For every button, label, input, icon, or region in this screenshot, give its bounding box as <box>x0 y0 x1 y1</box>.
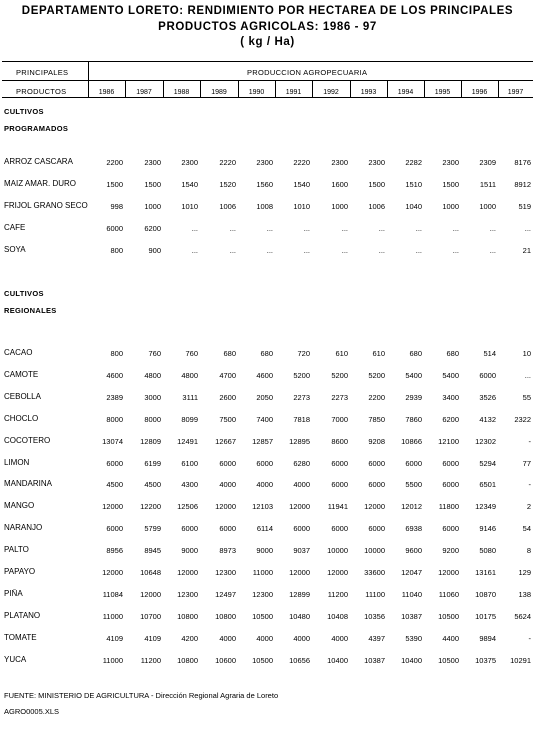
year-header-1992: 1992 <box>323 89 339 96</box>
row-label: FRIJOL GRANO SECO <box>4 201 88 210</box>
table-cell: 1006 <box>368 202 385 211</box>
table-cell: 3111 <box>182 393 198 402</box>
table-cell: 1500 <box>106 180 123 189</box>
table-cell: 1600 <box>331 180 348 189</box>
year-header-1986: 1986 <box>98 89 115 96</box>
table-cell: 514 <box>483 349 496 358</box>
table-cell: 6200 <box>442 415 459 424</box>
table-cell: 8956 <box>106 546 123 555</box>
table-cell: 6000 <box>181 524 198 533</box>
table-cell: 6501 <box>479 480 496 489</box>
table-cell: 4000 <box>256 480 273 489</box>
table-cell: 11941 <box>327 502 348 511</box>
table-cell: 10600 <box>215 656 236 665</box>
table-cell: 11000 <box>102 612 123 621</box>
table-cell: 1000 <box>479 202 496 211</box>
table-cell: 8 <box>526 546 531 555</box>
table-cell: 5200 <box>368 371 385 380</box>
table-cell: ... <box>229 224 236 233</box>
table-cell: 4500 <box>106 480 123 489</box>
row-label: LIMON <box>4 458 30 467</box>
table-cell: 5624 <box>514 612 531 621</box>
row-label: YUCA <box>4 655 27 664</box>
table-cell: 680 <box>260 349 273 358</box>
table-cell: 21 <box>522 246 531 255</box>
table-cell: 12667 <box>215 437 236 446</box>
table-cell: ... <box>415 246 422 255</box>
header-produccion-agropecuaria: PRODUCCION AGROPECUARIA <box>247 68 368 77</box>
table-cell: 6114 <box>256 524 273 533</box>
row-label: SOYA <box>4 245 26 254</box>
table-cell: 6100 <box>181 459 198 468</box>
table-cell: 4500 <box>144 480 161 489</box>
table-cell: 77 <box>522 459 531 468</box>
table-cell: 12899 <box>289 590 310 599</box>
table-cell: 11200 <box>327 590 348 599</box>
table-cell: 12000 <box>289 502 310 511</box>
table-cell: 8099 <box>181 415 198 424</box>
table-cell: 12000 <box>140 590 161 599</box>
table-cell: 10866 <box>401 437 422 446</box>
table-cell: 13161 <box>475 568 496 577</box>
table-cell: 6000 <box>293 524 310 533</box>
table-cell: ... <box>229 246 236 255</box>
table-cell: 8945 <box>144 546 161 555</box>
table-cell: 2300 <box>368 158 385 167</box>
table-cell: 4000 <box>293 480 310 489</box>
table-cell: 12497 <box>215 590 236 599</box>
table-cell: 8000 <box>144 415 161 424</box>
table-cell: 10000 <box>364 546 385 555</box>
table-cell: 6200 <box>144 224 161 233</box>
footer-source: FUENTE: MINISTERIO DE AGRICULTURA - Dirección Regional Agraria de Loreto <box>4 691 279 700</box>
table-cell: 10375 <box>475 656 496 665</box>
table-cell: 10500 <box>252 656 273 665</box>
table-cell: 680 <box>446 349 459 358</box>
table-cell: 1511 <box>479 180 496 189</box>
table-cell: 2300 <box>442 158 459 167</box>
row-label: PALTO <box>4 545 29 554</box>
table-cell: 12300 <box>215 568 236 577</box>
table-cell: 8912 <box>514 180 531 189</box>
table-cell: 1000 <box>442 202 459 211</box>
table-cell: 680 <box>223 349 236 358</box>
table-cell: 9200 <box>442 546 459 555</box>
table-cell: 9208 <box>368 437 385 446</box>
table-cell: 7860 <box>405 415 422 424</box>
table-cell: 55 <box>522 393 531 402</box>
table-cell: 6000 <box>368 459 385 468</box>
table-cell: 6000 <box>106 459 123 468</box>
table-cell: 129 <box>518 568 531 577</box>
table-cell: 9000 <box>256 546 273 555</box>
title-line-3: ( kg / Ha) <box>240 36 295 48</box>
table-cell: 6000 <box>256 459 273 468</box>
table-cell: 6199 <box>144 459 161 468</box>
table-cell: 6000 <box>219 524 236 533</box>
table-cell: 12000 <box>177 568 198 577</box>
table-cell: 12047 <box>401 568 422 577</box>
table-cell: 9146 <box>479 524 496 533</box>
header-productos: PRODUCTOS <box>16 87 67 96</box>
table-cell: 10870 <box>475 590 496 599</box>
row-label: COCOTERO <box>4 436 51 445</box>
row-label: MAIZ AMAR. DURO <box>4 179 77 188</box>
table-cell: 10500 <box>252 612 273 621</box>
table-cell: 12103 <box>252 502 273 511</box>
table-cell: ... <box>191 246 198 255</box>
table-cell: 6000 <box>368 524 385 533</box>
table-cell: 10800 <box>215 612 236 621</box>
table-cell: ... <box>303 224 310 233</box>
row-label: PLATANO <box>4 611 41 620</box>
table-cell: 4200 <box>181 634 198 643</box>
table-cell: 6000 <box>442 459 459 468</box>
table-cell: - <box>528 480 531 489</box>
table-cell: 5200 <box>331 371 348 380</box>
table-cell: 2 <box>526 502 531 511</box>
table-cell: 3400 <box>442 393 459 402</box>
header-divider <box>2 80 533 81</box>
footer-file: AGRO0005.XLS <box>4 707 60 716</box>
year-header-1997: 1997 <box>507 89 524 96</box>
table-cell: 12857 <box>252 437 273 446</box>
table-cell: 12200 <box>140 502 161 511</box>
table-cell: 2300 <box>181 158 198 167</box>
table-cell: 6000 <box>442 480 459 489</box>
table-cell: 900 <box>148 246 161 255</box>
table-cell: 2322 <box>514 415 531 424</box>
table-cell: 2200 <box>368 393 385 402</box>
table-cell: 12895 <box>289 437 310 446</box>
table-cell: 9894 <box>479 634 496 643</box>
table-cell: 11200 <box>140 656 161 665</box>
table-cell: ... <box>378 246 385 255</box>
table-cell: 11084 <box>102 590 123 599</box>
table-cell: 10291 <box>510 656 531 665</box>
table-cell: 10000 <box>327 546 348 555</box>
row-label: NARANJO <box>4 523 43 532</box>
row-label: CACAO <box>4 348 33 357</box>
table-cell: 1500 <box>368 180 385 189</box>
year-header-1987: 1987 <box>136 89 152 96</box>
table-cell: 10175 <box>475 612 496 621</box>
table-cell: 10400 <box>401 656 422 665</box>
table-cell: 5200 <box>293 371 310 380</box>
table-cell: 12302 <box>475 437 496 446</box>
year-header-1994: 1994 <box>397 89 414 96</box>
table-cell: 2282 <box>405 158 422 167</box>
table-cell: ... <box>489 246 496 255</box>
table-cell: ... <box>266 224 273 233</box>
row-label: CAFE <box>4 223 26 232</box>
table-cell: 12349 <box>475 502 496 511</box>
table-cell: 11000 <box>102 656 123 665</box>
table-cell: 12000 <box>289 568 310 577</box>
table-cell: 760 <box>148 349 161 358</box>
table-cell: 10387 <box>364 656 385 665</box>
year-header-1988: 1988 <box>173 89 190 96</box>
table-cell: 1040 <box>405 202 422 211</box>
table-cell: 1500 <box>144 180 161 189</box>
table-cell: 4400 <box>442 634 459 643</box>
year-header-1990: 1990 <box>248 89 265 96</box>
table-cell: 7400 <box>256 415 273 424</box>
table-cell: - <box>528 634 531 643</box>
table-cell: ... <box>524 371 531 380</box>
table-cell: 5400 <box>405 371 422 380</box>
table-cell: 4132 <box>479 415 496 424</box>
table-cell: 6000 <box>442 524 459 533</box>
row-label: PIÑA <box>4 589 23 598</box>
table-cell: 11040 <box>401 590 422 599</box>
table-cell: 10 <box>522 349 531 358</box>
table-cell: 7818 <box>293 415 310 424</box>
table-cell: 54 <box>522 524 531 533</box>
table-cell: ... <box>489 224 496 233</box>
table-cell: 12100 <box>438 437 459 446</box>
table-cell: 11000 <box>252 568 273 577</box>
table-cell: 4300 <box>181 480 198 489</box>
table-cell: 10387 <box>401 612 422 621</box>
table-cell: 33600 <box>364 568 385 577</box>
table-cell: 13074 <box>102 437 123 446</box>
table-cell: 12300 <box>177 590 198 599</box>
table-cell: ... <box>524 224 531 233</box>
table-cell: 2220 <box>293 158 310 167</box>
table-cell: 2300 <box>331 158 348 167</box>
table-cell: 5799 <box>144 524 161 533</box>
table-cell: 10400 <box>327 656 348 665</box>
table-cell: ... <box>452 224 459 233</box>
table-cell: 8600 <box>331 437 348 446</box>
table-cell: 2600 <box>219 393 236 402</box>
year-header-1996: 1996 <box>471 89 488 96</box>
table-cell: 6000 <box>331 480 348 489</box>
table-cell: 6938 <box>405 524 422 533</box>
table-cell: 12000 <box>102 502 123 511</box>
table-cell: 4800 <box>144 371 161 380</box>
table-cell: 12506 <box>177 502 198 511</box>
table-cell: 9000 <box>181 546 198 555</box>
table-cell: 12000 <box>438 568 459 577</box>
title-line-2: PRODUCTOS AGRICOLAS: 1986 - 97 <box>158 21 377 33</box>
table-cell: 5390 <box>405 634 422 643</box>
table-cell: 1000 <box>144 202 161 211</box>
table-cell: 12000 <box>364 502 385 511</box>
table-cell: ... <box>303 246 310 255</box>
table-cell: 7500 <box>219 415 236 424</box>
table-cell: 2309 <box>479 158 496 167</box>
row-label: ARROZ CASCARA <box>4 157 73 166</box>
table-cell: 4600 <box>256 371 273 380</box>
table-cell: 12300 <box>252 590 273 599</box>
table-cell: 6280 <box>293 459 310 468</box>
table-cell: 10480 <box>289 612 310 621</box>
table-cell: 10800 <box>177 612 198 621</box>
table-cell: 8973 <box>219 546 236 555</box>
table-cell: 5500 <box>405 480 422 489</box>
table-cell: ... <box>341 246 348 255</box>
table-cell: 720 <box>297 349 310 358</box>
table-cell: 2939 <box>405 393 422 402</box>
table-cell: 1540 <box>181 180 198 189</box>
title-line-1: DEPARTAMENTO LORETO: RENDIMIENTO POR HECTAREA DE LOS PRINCIPALES <box>21 5 514 17</box>
table-cell: 1560 <box>256 180 273 189</box>
table-cell: 5080 <box>479 546 496 555</box>
table-cell: 4700 <box>219 371 236 380</box>
table-cell: 2300 <box>144 158 161 167</box>
table-cell: 8176 <box>514 158 531 167</box>
row-label: TOMATE <box>4 633 37 642</box>
table-cell: 2389 <box>106 393 123 402</box>
table-cell: 2273 <box>331 393 348 402</box>
table-cell: 1540 <box>293 180 310 189</box>
table-cell: 4000 <box>331 634 348 643</box>
table-cell: 6000 <box>106 524 123 533</box>
table-cell: 10500 <box>438 612 459 621</box>
table-cell: 1006 <box>219 202 236 211</box>
table-cell: 800 <box>110 246 123 255</box>
table-cell: 4600 <box>106 371 123 380</box>
table-cell: ... <box>378 224 385 233</box>
table-cell: 4800 <box>181 371 198 380</box>
table-cell: 760 <box>185 349 198 358</box>
table-cell: 7850 <box>368 415 385 424</box>
row-label: CEBOLLA <box>4 392 41 401</box>
table-cell: 9600 <box>405 546 422 555</box>
year-header-1991: 1991 <box>285 89 302 96</box>
section-regionales-label-2: REGIONALES <box>4 306 57 315</box>
row-label: MANGO <box>4 501 35 510</box>
table-cell: 10800 <box>177 656 198 665</box>
row-label: CAMOTE <box>4 370 39 379</box>
row-label: PAPAYO <box>4 567 36 576</box>
table-cell: 6000 <box>331 524 348 533</box>
section-regionales-label-1: CULTIVOS <box>4 289 44 298</box>
row-label: MANDARINA <box>4 479 53 488</box>
table-cell: 680 <box>409 349 422 358</box>
table-cell: 6000 <box>219 459 236 468</box>
table-cell: 9037 <box>293 546 310 555</box>
table-cell: ... <box>452 246 459 255</box>
table-cell: 6000 <box>331 459 348 468</box>
table-cell: - <box>528 437 531 446</box>
table-cell: 3000 <box>144 393 161 402</box>
table-cell: 610 <box>335 349 348 358</box>
table-cell: 4397 <box>368 634 385 643</box>
table-cell: 10356 <box>364 612 385 621</box>
table-cell: 1500 <box>442 180 459 189</box>
table-cell: 10648 <box>140 568 161 577</box>
year-header-1993: 1993 <box>360 89 377 96</box>
table-cell: 6000 <box>368 480 385 489</box>
table-cell: 6000 <box>106 224 123 233</box>
table-cell: 4000 <box>219 634 236 643</box>
table-cell: 12000 <box>215 502 236 511</box>
table-cell: 11800 <box>438 502 459 511</box>
table-cell: 4000 <box>293 634 310 643</box>
year-header-1989: 1989 <box>211 89 227 96</box>
table-cell: ... <box>341 224 348 233</box>
table-cell: 10656 <box>289 656 310 665</box>
table-cell: 12000 <box>327 568 348 577</box>
table-cell: 12000 <box>102 568 123 577</box>
table-cell: 5400 <box>442 371 459 380</box>
table-cell: 11100 <box>365 590 385 599</box>
table-cell: 10500 <box>438 656 459 665</box>
table-cell: 2300 <box>256 158 273 167</box>
table-cell: 1520 <box>219 180 236 189</box>
year-header-1995: 1995 <box>434 89 451 96</box>
table-cell: 1010 <box>293 202 310 211</box>
table-cell: 4109 <box>144 634 161 643</box>
table-cell: 11060 <box>438 590 459 599</box>
table-cell: 2273 <box>293 393 310 402</box>
header-principales: PRINCIPALES <box>16 68 69 77</box>
table-cell: 1000 <box>331 202 348 211</box>
table-cell: 1510 <box>405 180 422 189</box>
table-cell: 998 <box>110 202 123 211</box>
table-cell: 800 <box>110 349 123 358</box>
table-cell: 7000 <box>331 415 348 424</box>
table-cell: 6000 <box>405 459 422 468</box>
table-cell: 3526 <box>479 393 496 402</box>
section-programados-label-2: PROGRAMADOS <box>4 124 69 133</box>
table-cell: 2050 <box>256 393 273 402</box>
row-label: CHOCLO <box>4 414 39 423</box>
table-cell: ... <box>415 224 422 233</box>
table-cell: 10408 <box>327 612 348 621</box>
table-cell: 12809 <box>140 437 161 446</box>
table-cell: 8000 <box>106 415 123 424</box>
table-cell: 2220 <box>219 158 236 167</box>
table-cell: 2200 <box>106 158 123 167</box>
table-cell: 4000 <box>256 634 273 643</box>
table-cell: 1008 <box>256 202 273 211</box>
table-cell: 519 <box>518 202 531 211</box>
table-cell: 6000 <box>479 371 496 380</box>
section-programados-label-1: CULTIVOS <box>4 107 44 116</box>
table-cell: ... <box>266 246 273 255</box>
table-cell: ... <box>191 224 198 233</box>
table-cell: 5294 <box>479 459 496 468</box>
table-cell: 10700 <box>140 612 161 621</box>
table-cell: 138 <box>518 590 531 599</box>
table-cell: 12491 <box>177 437 198 446</box>
table-cell: 4109 <box>106 634 123 643</box>
table-cell: 4000 <box>219 480 236 489</box>
table-cell: 1010 <box>181 202 198 211</box>
table-cell: 610 <box>372 349 385 358</box>
table-cell: 12012 <box>401 502 422 511</box>
